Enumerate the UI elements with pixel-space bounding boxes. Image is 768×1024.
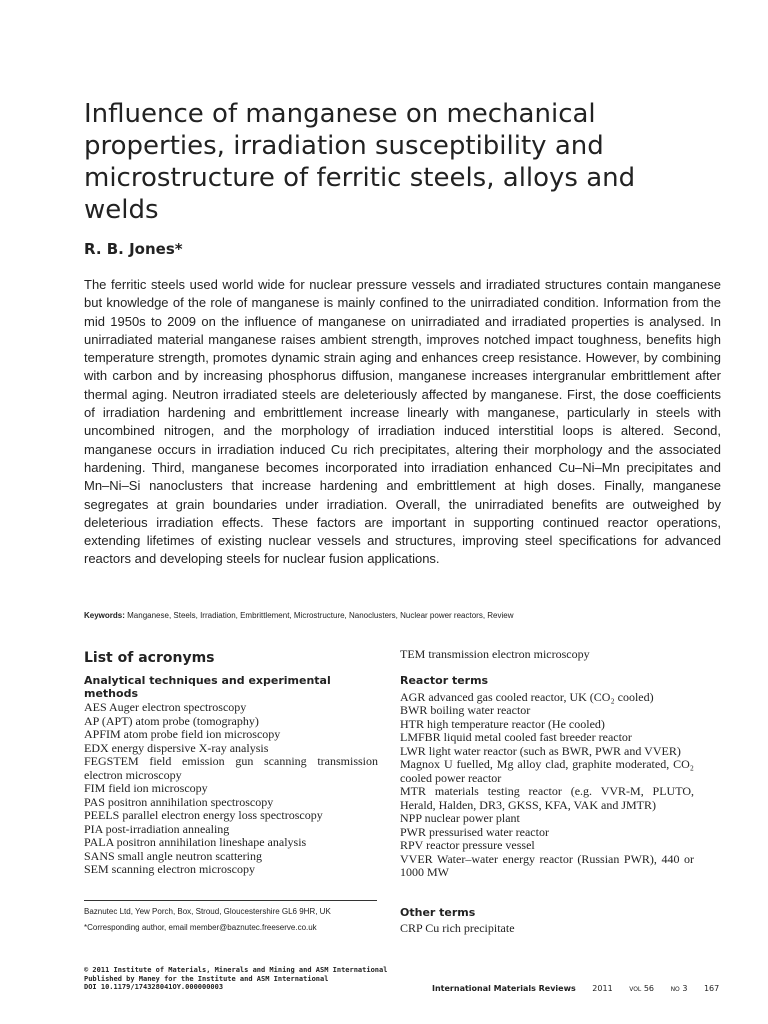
acronym-entry: MTR materials testing reactor (e.g. VVR-M, PLUTO, Herald, Halden, DR3, GKSS, KFA, VAK and JMTR) [400, 784, 694, 812]
copyright-line: © 2011 Institute of Materials, Minerals and Mining and ASM International [84, 966, 388, 974]
acronyms-right-column [400, 648, 694, 880]
acronym-entry: RPV reactor pressure vessel [400, 838, 535, 852]
acronym-entry: LMFBR liquid metal cooled fast breeder reactor [400, 730, 632, 744]
other-heading: Other terms [400, 906, 476, 919]
journal-footer [432, 984, 732, 993]
acronym-entry: Magnox U fuelled, Mg alloy clad, graphite moderated, CO₂ cooled power reactor [400, 757, 694, 785]
publisher-line: Published by Maney for the Institute and ASM International [84, 974, 329, 983]
acronym-entry: AGR advanced gas cooled reactor, UK (CO₂ cooled) [400, 689, 654, 704]
footnote-divider [84, 900, 377, 901]
acronyms-left-column [84, 650, 378, 877]
issue-label: NO [670, 986, 680, 993]
corresponding-author: *Corresponding author, email member@baznutec.freeserve.co.uk [84, 923, 317, 932]
acronym-entry: HTR high temperature reactor (He cooled) [400, 716, 605, 731]
other-list [400, 922, 694, 936]
volume-number: 56 [643, 984, 655, 993]
issue-number: 3 [682, 984, 688, 993]
acronym-entry: PEELS parallel electron energy loss spectroscopy [84, 808, 323, 822]
acronym-entry: PALA positron annihilation lineshape analysis [84, 835, 307, 849]
reactor-list [400, 691, 694, 880]
article-title: Influence of manganese on mechanical properties, irradiation susceptibility and microstructure of ferritic steels, alloys and welds [84, 99, 636, 225]
acronym-entry: EDX energy dispersive X-ray analysis [84, 740, 269, 755]
keywords-text: Manganese, Steels, Irradiation, Embrittlement, Microstructure, Nanoclusters, Nuclear power reactors, Review [124, 611, 514, 620]
journal-name: International Materials Reviews [432, 984, 576, 993]
doi-line: DOI 10.1179/174328041OY.000000003 [84, 983, 224, 992]
keywords [84, 610, 721, 621]
analytical-heading: Analytical techniques and experimental methods [84, 674, 331, 700]
acronym-entry: SEM scanning electron microscopy [84, 862, 255, 876]
acronym-entry: VVER Water–water energy reactor (Russian PWR), 440 or 1000 MW [400, 851, 694, 879]
acronyms-heading: List of acronyms [84, 650, 215, 666]
affiliation: Baznutec Ltd, Yew Porch, Box, Stroud, Gloucestershire GL6 9HR, UK [84, 907, 331, 916]
acronym-entry: PWR pressurised water reactor [400, 824, 549, 839]
acronym-entry: BWR boiling water reactor [400, 703, 531, 717]
acronym-entry: CRP Cu rich precipitate [400, 921, 515, 935]
acronym-entry: PAS positron annihilation spectroscopy [84, 794, 274, 809]
other-terms-block [400, 906, 694, 936]
keywords-label: Keywords: [84, 611, 125, 620]
acronym-entry: LWR light water reactor (such as BWR, PWR and VVER) [400, 743, 681, 758]
acronym-entry: PIA post-irradiation annealing [84, 821, 230, 836]
author: R. B. Jones* [84, 240, 183, 258]
abstract: The ferritic steels used world wide for nuclear pressure vessels and irradiated structures contain manganese but knowledge of the role of manganese is mainly confined to the unirradiated condition. Information from the mid 1950s to 2009 on the influence of manganese on unirradiated and irradiated properties is analysed. In unirradiated material manganese raises ambient strength, improves notched impact toughness, benefits high temperature strength, promotes dynamic strain aging and enhances creep resistance. However, by combining with carbon and by increasing phosphorus diffusion, manganese increases intergranular embrittlement after thermal aging. Neutron irradiated steels are deleteriously affected by manganese. First, the dose coefficients of irradiation hardening and embrittlement increase linearly with manganese, particularly in steels with uncombined nitrogen, and the morphology of irradiation induced interstitial loops is altered. Second, manganese occurs in irradiation induced Cu rich precipitates, altering their morphology and the associated hardening. Third, manganese becomes incorporated into irradiation enhanced Cu–Ni–Mn precipitates and Mn–Ni–Si nanoclusters that increase hardening and embrittlement at high doses. Finally, manganese segregates at grain boundaries under irradiation. Overall, the unirradiated benefits are outweighed by deleterious irradiation effects. These factors are important in supporting continued reactor operations, extending lifetimes of existing nuclear vessels and structures, improving steel specifications for advanced reactors and developing steels for nuclear fusion applications. [84, 277, 721, 567]
acronym-entry: FIM field ion microscopy [84, 781, 208, 795]
volume-label: VOL [629, 986, 642, 993]
acronym-entry: AES Auger electron spectroscopy [84, 700, 247, 714]
reactor-heading: Reactor terms [400, 673, 489, 687]
acronym-entry: AP (APT) atom probe (tomography) [84, 713, 259, 728]
copyright-block [84, 966, 404, 992]
acronym-entry: SANS small angle neutron scattering [84, 848, 262, 863]
acronym-entry: APFIM atom probe field ion microscopy [84, 727, 281, 741]
acronym-continued: TEM transmission electron microscopy [400, 647, 590, 661]
page-number: 167 [703, 984, 720, 993]
analytical-list [84, 701, 378, 877]
journal-year: 2011 [592, 984, 613, 993]
acronym-entry: FEGSTEM field emission gun scanning transmission electron microscopy [84, 754, 378, 782]
acronym-entry: NPP nuclear power plant [400, 811, 520, 825]
